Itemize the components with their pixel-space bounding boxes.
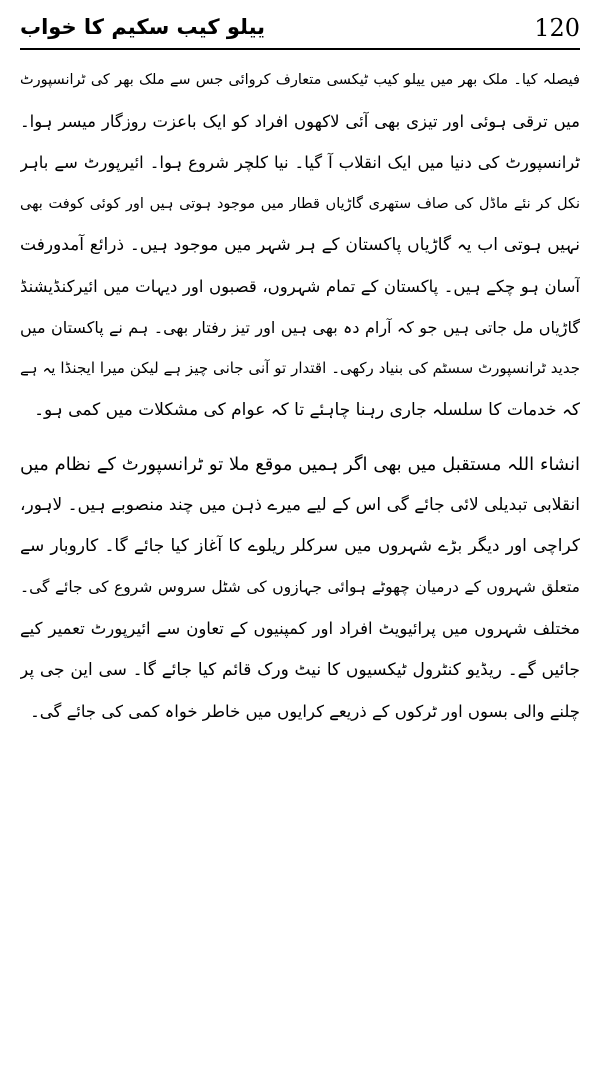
text-line: گاڑیاں مل جاتی ہیں جو کہ آرام دہ بھی ہیں اور تیز رفتار بھی۔ ہم نے پاکستان میں [20, 318, 580, 338]
page-number: 120 [534, 14, 580, 42]
header-rule [20, 48, 580, 50]
text-line: مختلف شہروں میں پرائیویٹ افراد اور کمپنیوں کے تعاون سے ائیرپورٹ تعمیر کیے [20, 619, 580, 639]
text-line: متعلق شہروں کے درمیان چھوٹے ہوائی جہازوں کی شٹل سروس شروع کی جائے گی۔ [20, 578, 580, 597]
text-line: آسان ہو چکے ہیں۔ پاکستان کے تمام شہروں، قصبوں اور دیہات میں ائیرکنڈیشنڈ [20, 276, 580, 296]
text-line: جائیں گے۔ ریڈیو کنٹرول ٹیکسیوں کا نیٹ ورک قائم کیا جائے گا۔ سی این جی پر [20, 659, 580, 680]
text-line: انشاء اللہ مستقبل میں بھی اگر ہمیں موقع ملا تو ٹرانسپورٹ کے نظام میں [20, 453, 580, 475]
paragraph-2 [20, 444, 580, 732]
text-line: انقلابی تبدیلی لائی جائے گی اس کے لیے میرے ذہن میں چند منصوبے ہیں۔ لاہور، [20, 494, 580, 515]
text-line: جدید ٹرانسپورٹ سسٹم کی بنیاد رکھی۔ اقتدار تو آنی جانی چیز ہے لیکن میرا ایجنڈا یہ ہے [20, 359, 580, 378]
text-line: فیصلہ کیا۔ ملک بھر میں ییلو کیب ٹیکسی متعارف کروائی جس سے ملک بھر کی ٹرانسپورٹ [20, 72, 580, 88]
text-line: چلنے والی بسوں اور ٹرکوں کے ذریعے کرایوں میں خاطر خواہ کمی کی جائے گی۔ [30, 701, 580, 721]
text-line: میں ترقی ہوئی اور تیزی بھی آئی لاکھوں افراد کو ایک باعزت روزگار میسر ہوا۔ [20, 112, 580, 132]
running-title: ییلو کیب سکیم کا خواب [20, 15, 266, 39]
text-line: کراچی اور دیگر بڑے شہروں میں سرکلر ریلوے کا آغاز کیا جائے گا۔ کاروبار سے [20, 536, 580, 557]
page-header [20, 10, 580, 46]
paragraph-spacer [20, 431, 580, 444]
text-line: نکل کر نئے ماڈل کی صاف ستھری گاڑیاں قطار میں موجود ہوتی ہیں اور کوئی کوفت بھی [20, 195, 580, 212]
body-text [20, 60, 580, 732]
text-line: ٹرانسپورٹ کی دنیا میں ایک انقلاب آ گیا۔ نیا کلچر شروع ہوا۔ ائیرپورٹ سے باہر [20, 153, 580, 173]
text-line: نہیں ہوتی اب یہ گاڑیاں پاکستان کے ہر شہر میں موجود ہیں۔ ذرائع آمدورفت [20, 234, 580, 255]
paragraph-1 [20, 60, 580, 431]
text-line: کہ خدمات کا سلسلہ جاری رہنا چاہئے تا کہ عوام کی مشکلات میں کمی ہو۔ [34, 399, 580, 420]
